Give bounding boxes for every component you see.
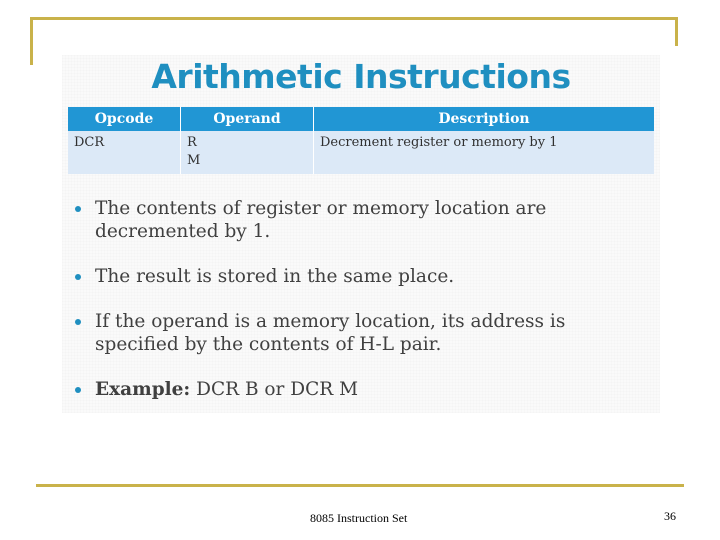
header-opcode: Opcode [68,107,181,131]
instruction-table [68,107,654,174]
bullet-text: The contents of register or memory location are decremented by 1. [95,198,547,242]
bullet-dot-icon [75,206,81,212]
table-row [68,131,654,174]
header-description: Description [314,107,655,131]
bullet-list [72,197,652,401]
table-header-row [68,107,654,131]
operand-r: R [187,135,197,150]
bullet-item-example [72,378,652,401]
bullet-dot-icon [75,274,81,280]
page-number: 36 [664,509,676,523]
operand-m: M [187,153,201,168]
cell-opcode: DCR [68,131,181,174]
cell-operand [181,131,314,174]
cell-description: Decrement register or memory by 1 [314,131,655,174]
bullet-text: The result is stored in the same place. [95,266,455,287]
bullet-item [72,310,652,356]
bullet-item [72,265,652,288]
footer-text: 8085 Instruction Set [310,511,408,525]
slide-content-image [62,55,660,413]
slide-title: Arithmetic Instructions [151,57,571,96]
header-operand: Operand [181,107,314,131]
bullet-text: If the operand is a memory location, its address is specified by the contents of H-L pair. [95,311,566,355]
frame-right-line [675,17,678,46]
bullet-dot-icon [75,319,81,325]
bullet-dot-icon [75,387,81,393]
bullet-item [72,197,652,243]
frame-top-line [30,17,678,20]
example-text: DCR B or DCR M [190,379,359,400]
example-label: Example: [95,379,191,400]
frame-bottom-line [36,484,684,487]
frame-left-line [30,17,33,65]
